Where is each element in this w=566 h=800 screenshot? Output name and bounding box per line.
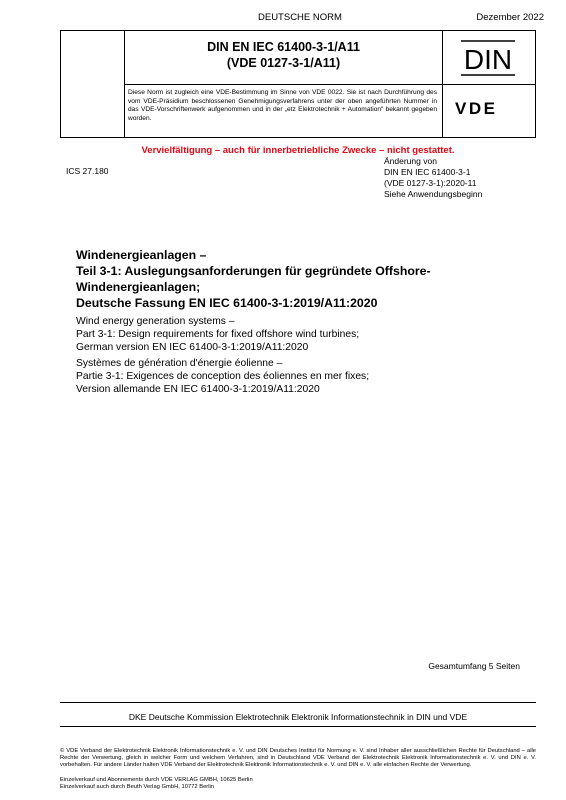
copy-warning: Vervielfältigung – auch für innerbetriebliche Zwecke – nicht gestattet.: [141, 145, 455, 156]
amendment-line: DIN EN IEC 61400-3-1: [384, 167, 471, 177]
din-logo-text: DIN: [463, 44, 513, 75]
amendment-line: Änderung von: [384, 156, 437, 166]
sales-line: Einzelverkauf und Abonnements durch VDE VERLAG GMBH, 10625 Berlin: [60, 777, 253, 783]
title-french-line: Systèmes de génération d'énergie éolienne –: [76, 358, 283, 369]
copyright-notice: © VDE Verband der Elektrotechnik Elektronik Informationstechnik e. V. und DIN Deutsches Institut für Normung e. V. sind Inhaber aller ausschließlichen Rechte für Deutschland – alle Rechte der Verwertung, gleich in welcher Form und welchem Verfahren, sind in Deutschland VDE Verband der Elektrotechnik Elektronik Informationstechnik e. V. und DIN e. V. vorbehalten. Für andere Länder halten VDE Verband der Elektrotechnik Elektronik Informationstechnik e. V. und DIN e. V. alle einfachen Rechte der Verwertung.: [60, 748, 536, 768]
din-logo-icon: [459, 39, 517, 77]
title-english-line: German version EN IEC 61400-3-1:2019/A11:2020: [76, 342, 309, 353]
box-divider-horizontal: [124, 84, 536, 85]
header-document-type: DEUTSCHE NORM: [258, 12, 342, 23]
title-french-line: Partie 3-1: Exigences de conception des éoliennes en mer fixes;: [76, 371, 370, 382]
ics-code: ICS 27.180: [66, 166, 109, 176]
header-date: Dezember 2022: [476, 12, 544, 23]
dke-line: DKE Deutsche Kommission Elektrotechnik Elektronik Informationstechnik in DIN und VDE: [128, 712, 468, 722]
amendment-line: Siehe Anwendungsbeginn: [384, 189, 483, 199]
total-pages: Gesamtumfang 5 Seiten: [428, 661, 520, 671]
amendment-line: (VDE 0127-3-1):2020-11: [384, 178, 477, 188]
title-english-line: Wind energy generation systems –: [76, 316, 235, 327]
title-english-line: Part 3-1: Design requirements for fixed offshore wind turbines;: [76, 329, 360, 340]
divider-top: [60, 702, 536, 703]
standard-number: DIN EN IEC 61400-3-1/A11: [207, 40, 360, 54]
sales-line: Einzelverkauf auch durch Beuth Verlag GmbH, 10772 Berlin: [60, 784, 215, 790]
vde-notice: Diese Norm ist zugleich eine VDE-Bestimmung im Sinne von VDE 0022. Sie ist nach Durchführung des vom VDE-Präsidium beschlossenen Genehmigungsverfahrens unter der oben angeführten Nummer in das VDE-Vorschriftenwerk aufgenommen und in der „etz Elektrotechnik + Automation“ bekannt gegeben worden.: [128, 89, 437, 122]
vde-number: (VDE 0127-3-1/A11): [226, 56, 341, 70]
title-german-line: Windenergieanlagen;: [76, 280, 201, 294]
title-french-line: Version allemande EN IEC 61400-3-1:2019/A11:2020: [76, 384, 320, 395]
divider-bottom: [60, 726, 536, 727]
vde-logo-icon: VDE: [455, 99, 498, 118]
title-german-line: Teil 3-1: Auslegungsanforderungen für gegründete Offshore-: [76, 264, 431, 278]
title-german-line: Deutsche Fassung EN IEC 61400-3-1:2019/A11:2020: [76, 296, 378, 310]
title-german-line: Windenergieanlagen –: [76, 248, 207, 262]
